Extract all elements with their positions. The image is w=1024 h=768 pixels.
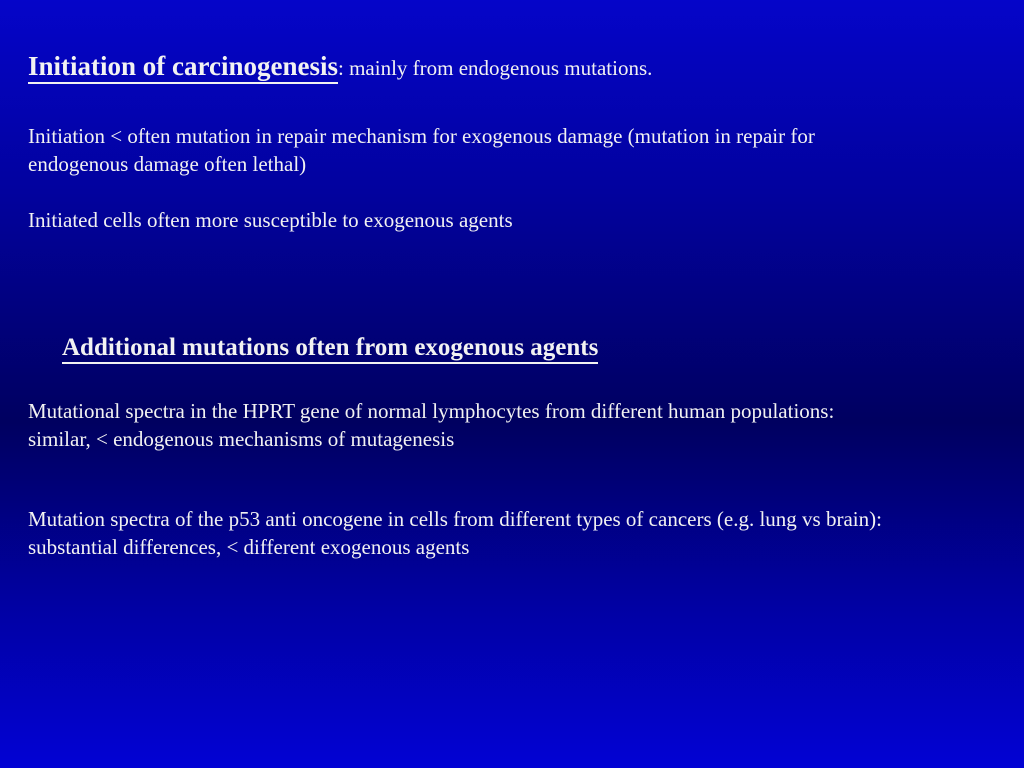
slide-title-suffix: : mainly from endogenous mutations. (338, 56, 653, 80)
paragraph-line: endogenous damage often lethal) (28, 152, 307, 176)
slide-title: Initiation of carcinogenesis (28, 51, 338, 84)
paragraph-line: Initiation < often mutation in repair mechanism for exogenous damage (mutation in repair for (28, 124, 815, 148)
paragraph-line: substantial differences, < different exogenous agents (28, 535, 470, 559)
paragraph-initiation-repair (28, 122, 996, 178)
slide-title-line (28, 50, 996, 87)
paragraph-initiated-cells (28, 206, 996, 234)
paragraph-line: Mutational spectra in the HPRT gene of normal lymphocytes from different human populations: (28, 399, 835, 423)
paragraph-line: Initiated cells often more susceptible to exogenous agents (28, 208, 513, 232)
paragraph-line: Mutation spectra of the p53 anti oncogene in cells from different types of cancers (e.g. lung vs brain): (28, 507, 882, 531)
subheading-line (28, 332, 996, 367)
paragraph-line: similar, < endogenous mechanisms of mutagenesis (28, 427, 455, 451)
subheading-additional-mutations: Additional mutations often from exogenous agents (62, 334, 598, 364)
paragraph-hprt-spectra (28, 397, 996, 453)
paragraph-p53-spectra (28, 505, 996, 561)
